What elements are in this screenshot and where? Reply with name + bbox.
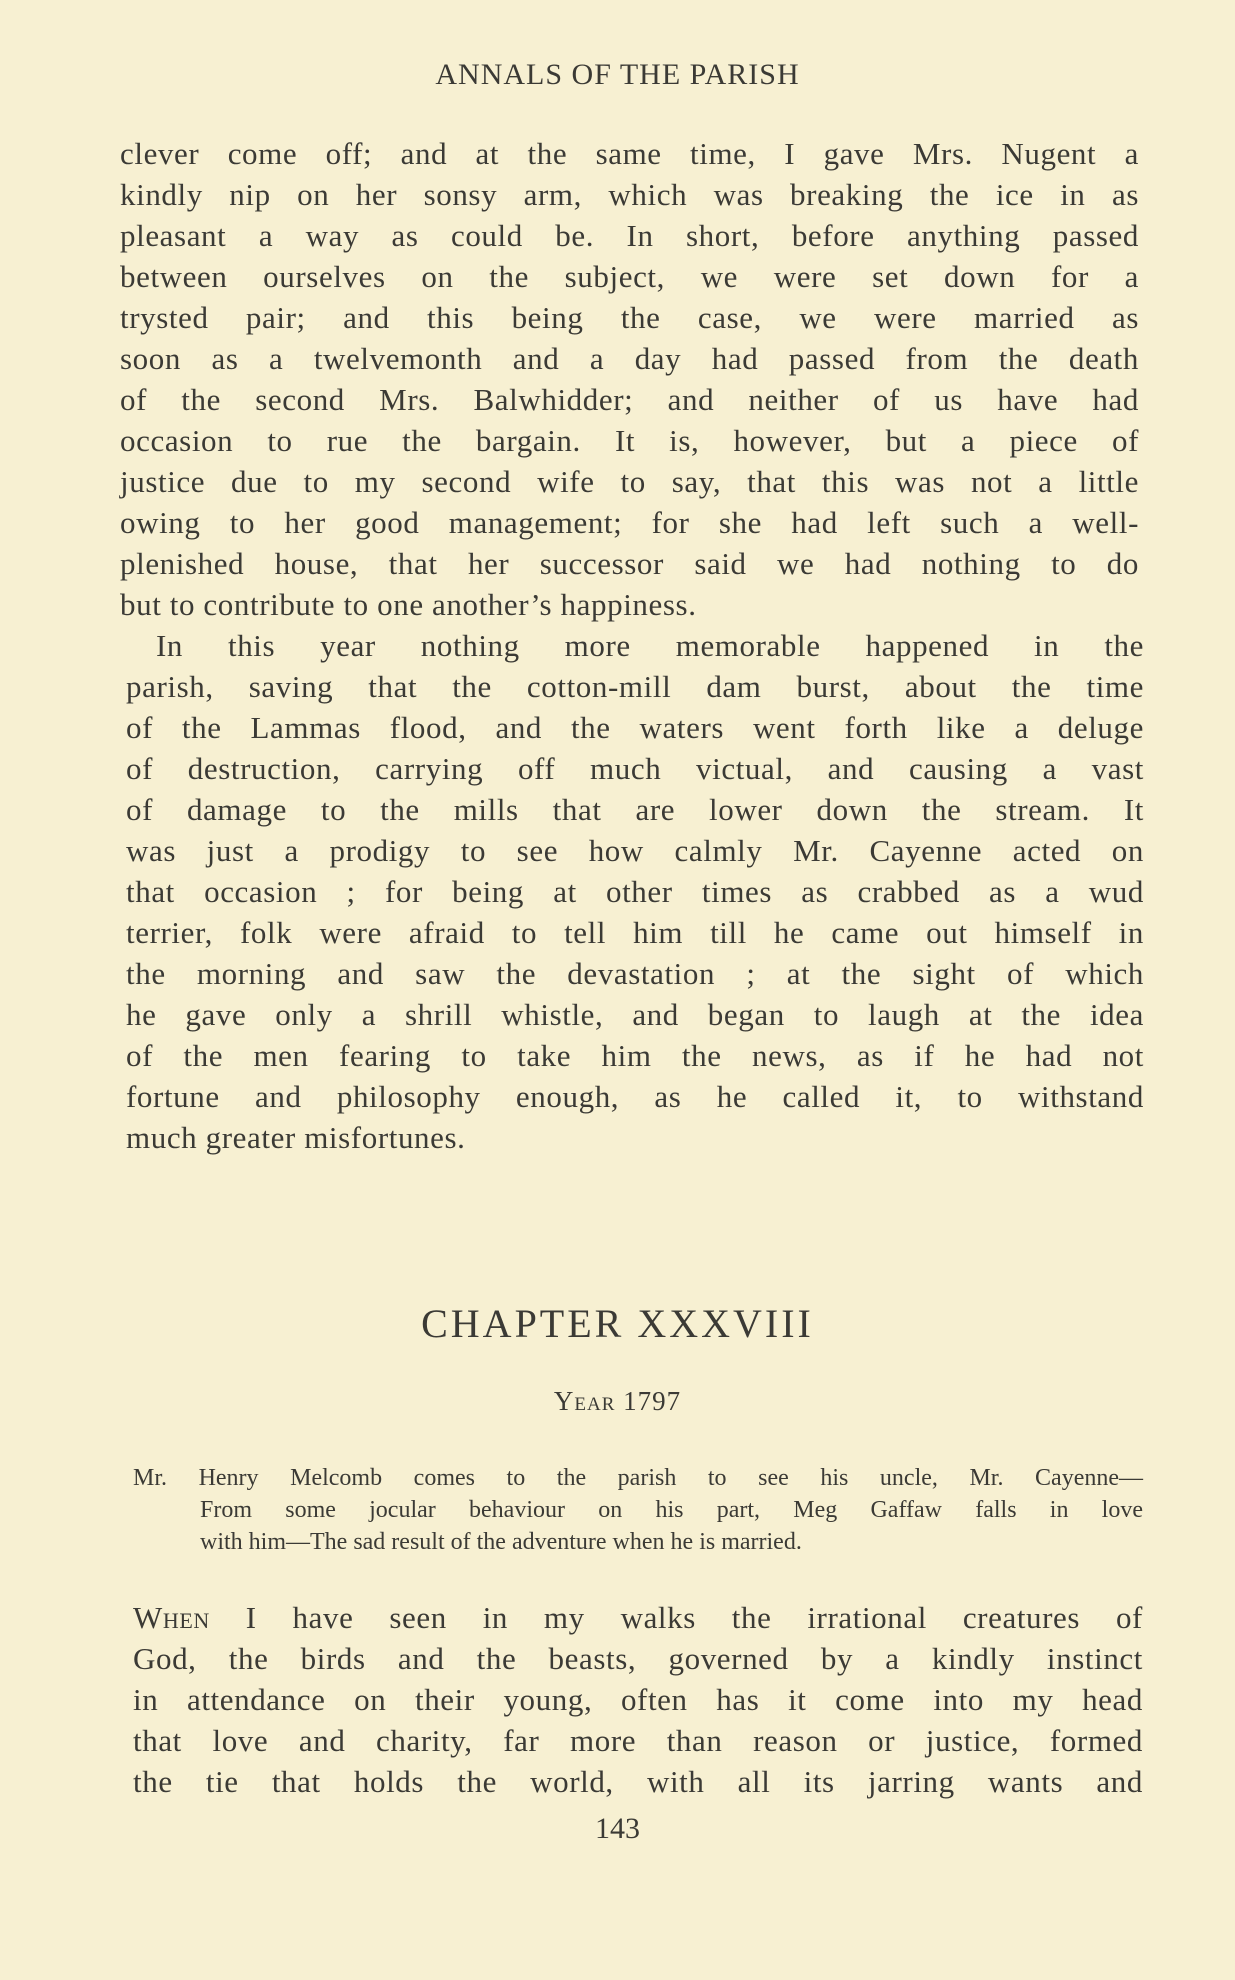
text-line: pleasant a way as could be. In short, before anything passed	[120, 218, 1139, 253]
text-line: of the Lammas flood, and the waters went forth like a deluge	[126, 710, 1144, 745]
text-line: When I have seen in my walks the irrational creatures of	[133, 1600, 1143, 1635]
text-line: was just a prodigy to see how calmly Mr. Cayenne acted on	[126, 833, 1144, 868]
synopsis-line: From some jocular behaviour on his part, Meg Gaffaw falls in love	[200, 1497, 1143, 1523]
text-line: justice due to my second wife to say, that this was not a little	[120, 464, 1139, 499]
text-line: owing to her good management; for she had left such a well-	[120, 505, 1139, 540]
text-line: of the second Mrs. Balwhidder; and neither of us have had	[120, 382, 1139, 417]
chapter-opening-word: When	[133, 1600, 210, 1635]
page-number: 143	[595, 1812, 640, 1845]
text-line: between ourselves on the subject, we were set down for a	[120, 259, 1139, 294]
text-line: terrier, folk were afraid to tell him till he came out himself in	[126, 915, 1144, 950]
text-line: of damage to the mills that are lower down the stream. It	[126, 792, 1144, 827]
text-line: that occasion ; for being at other times as crabbed as a wud	[126, 874, 1144, 909]
text-line: of destruction, carrying off much victual, and causing a vast	[126, 751, 1144, 786]
text-line: that love and charity, far more than reason or justice, formed	[133, 1723, 1143, 1758]
running-head: ANNALS OF THE PARISH	[435, 58, 800, 91]
text-line: he gave only a shrill whistle, and began to laugh at the idea	[126, 997, 1144, 1032]
text-line: the morning and saw the devastation ; at the sight of which	[126, 956, 1144, 991]
text-line: occasion to rue the bargain. It is, however, but a piece of	[120, 423, 1139, 458]
text-line: God, the birds and the beasts, governed by a kindly instinct	[133, 1641, 1143, 1676]
text-line: trysted pair; and this being the case, we were married as	[120, 300, 1139, 335]
text-line: fortune and philosophy enough, as he called it, to withstand	[126, 1079, 1144, 1114]
text-line: In this year nothing more memorable happened in the	[156, 628, 1144, 663]
synopsis-line: with him—The sad result of the adventure when he is married.	[200, 1529, 802, 1555]
text-line: kindly nip on her sonsy arm, which was breaking the ice in as	[120, 177, 1139, 212]
text-line: plenished house, that her successor said we had nothing to do	[120, 546, 1139, 581]
synopsis-line: Mr. Henry Melcomb comes to the parish to see his uncle, Mr. Cayenne—	[133, 1465, 1143, 1491]
text-line: but to contribute to one another’s happiness.	[120, 587, 697, 622]
text-line: of the men fearing to take him the news, as if he had not	[126, 1038, 1144, 1073]
text-line: in attendance on their young, often has it come into my head	[133, 1682, 1143, 1717]
chapter-year: Year 1797	[553, 1386, 682, 1416]
text-line: soon as a twelvemonth and a day had passed from the death	[120, 341, 1139, 376]
chapter-title: CHAPTER XXXVIII	[421, 1301, 814, 1346]
text-line: clever come off; and at the same time, I gave Mrs. Nugent a	[120, 136, 1139, 171]
text-line: much greater misfortunes.	[126, 1120, 466, 1155]
text-line: parish, saving that the cotton-mill dam burst, about the time	[126, 669, 1144, 704]
text-line: the tie that holds the world, with all its jarring wants and	[133, 1764, 1143, 1799]
